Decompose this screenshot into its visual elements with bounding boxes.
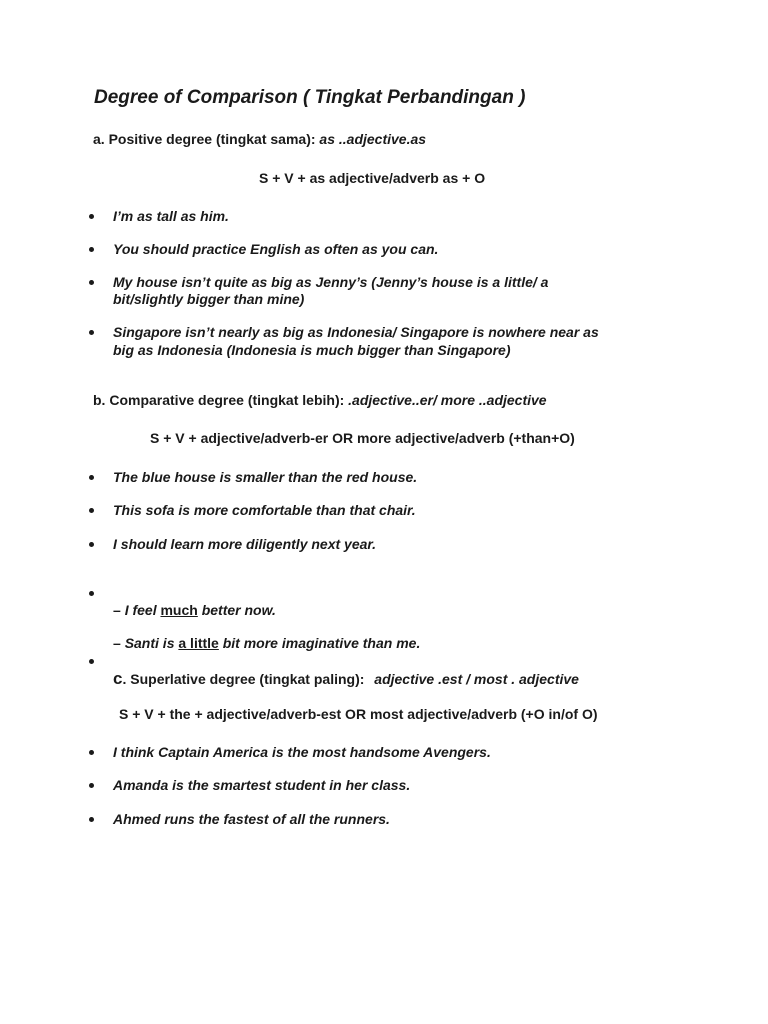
dash: – bbox=[113, 602, 125, 618]
comparative-heading-label: b. Comparative degree (tingkat lebih): bbox=[93, 392, 345, 408]
page-title: Degree of Comparison ( Tingkat Perbandingan ) bbox=[94, 87, 526, 108]
bullet-icon bbox=[89, 783, 94, 788]
modifier-example-2 bbox=[113, 635, 420, 652]
bullet-icon bbox=[89, 330, 94, 335]
comparative-heading bbox=[93, 392, 547, 408]
bullet-icon bbox=[89, 247, 94, 252]
modifier-before: Santi is bbox=[124, 635, 179, 651]
bullet-icon bbox=[89, 817, 94, 822]
superlative-example-1: I think Captain America is the most handsome Avengers. bbox=[113, 744, 491, 760]
superlative-example-3: Ahmed runs the fastest of all the runners. bbox=[113, 811, 390, 827]
modifier-example-1 bbox=[113, 602, 276, 619]
superlative-formula: S + V + the + adjective/adverb-est OR most adjective/adverb (+O in/of O) bbox=[119, 706, 598, 722]
superlative-heading bbox=[113, 669, 579, 689]
bullet-icon bbox=[89, 214, 94, 219]
comparative-pattern: .adjective..er/ more ..adjective bbox=[348, 392, 547, 408]
positive-example-3a: My house isn’t quite as big as Jenny’s (Jenny’s house is a little/ a bbox=[113, 274, 549, 290]
positive-example-4a: Singapore isn’t nearly as big as Indonesia/ Singapore is nowhere near as bbox=[113, 324, 599, 340]
positive-example-4b: big as Indonesia (Indonesia is much bigger than Singapore) bbox=[113, 342, 511, 358]
bullet-icon bbox=[89, 659, 94, 664]
bullet-icon bbox=[89, 591, 94, 596]
superlative-example-2: Amanda is the smartest student in her class. bbox=[113, 777, 411, 793]
superlative-heading-label: . Superlative degree (tingkat paling): bbox=[122, 671, 365, 687]
superlative-pattern: adjective .est / most . adjective bbox=[374, 671, 579, 687]
positive-formula: S + V + as adjective/adverb as + O bbox=[259, 170, 486, 186]
modifier-word: a little bbox=[178, 635, 219, 651]
comparative-example-2: This sofa is more comfortable than that chair. bbox=[113, 502, 416, 518]
bullet-icon bbox=[89, 475, 94, 480]
modifier-word: much bbox=[160, 602, 198, 618]
bullet-icon bbox=[89, 280, 94, 285]
modifier-after: better now. bbox=[197, 602, 276, 618]
dash: – bbox=[113, 635, 125, 651]
positive-example-3b: bit/slightly bigger than mine) bbox=[113, 291, 305, 307]
positive-example-2: You should practice English as often as you can. bbox=[113, 241, 439, 257]
bullet-icon bbox=[89, 508, 94, 513]
bullet-icon bbox=[89, 542, 94, 547]
modifier-after: bit more imaginative than me. bbox=[218, 635, 421, 651]
positive-heading bbox=[93, 131, 426, 147]
modifier-before: I feel bbox=[124, 602, 161, 618]
comparative-formula: S + V + adjective/adverb-er OR more adjective/adverb (+than+O) bbox=[150, 430, 575, 446]
bullet-icon bbox=[89, 750, 94, 755]
comparative-example-3: I should learn more diligently next year. bbox=[113, 536, 376, 552]
positive-example-1: I’m as tall as him. bbox=[113, 208, 229, 224]
superlative-letter: c bbox=[113, 669, 123, 688]
comparative-example-1: The blue house is smaller than the red house. bbox=[113, 469, 418, 485]
positive-pattern: as ..adjective.as bbox=[319, 131, 427, 147]
positive-heading-label: a. Positive degree (tingkat sama): bbox=[93, 131, 316, 147]
